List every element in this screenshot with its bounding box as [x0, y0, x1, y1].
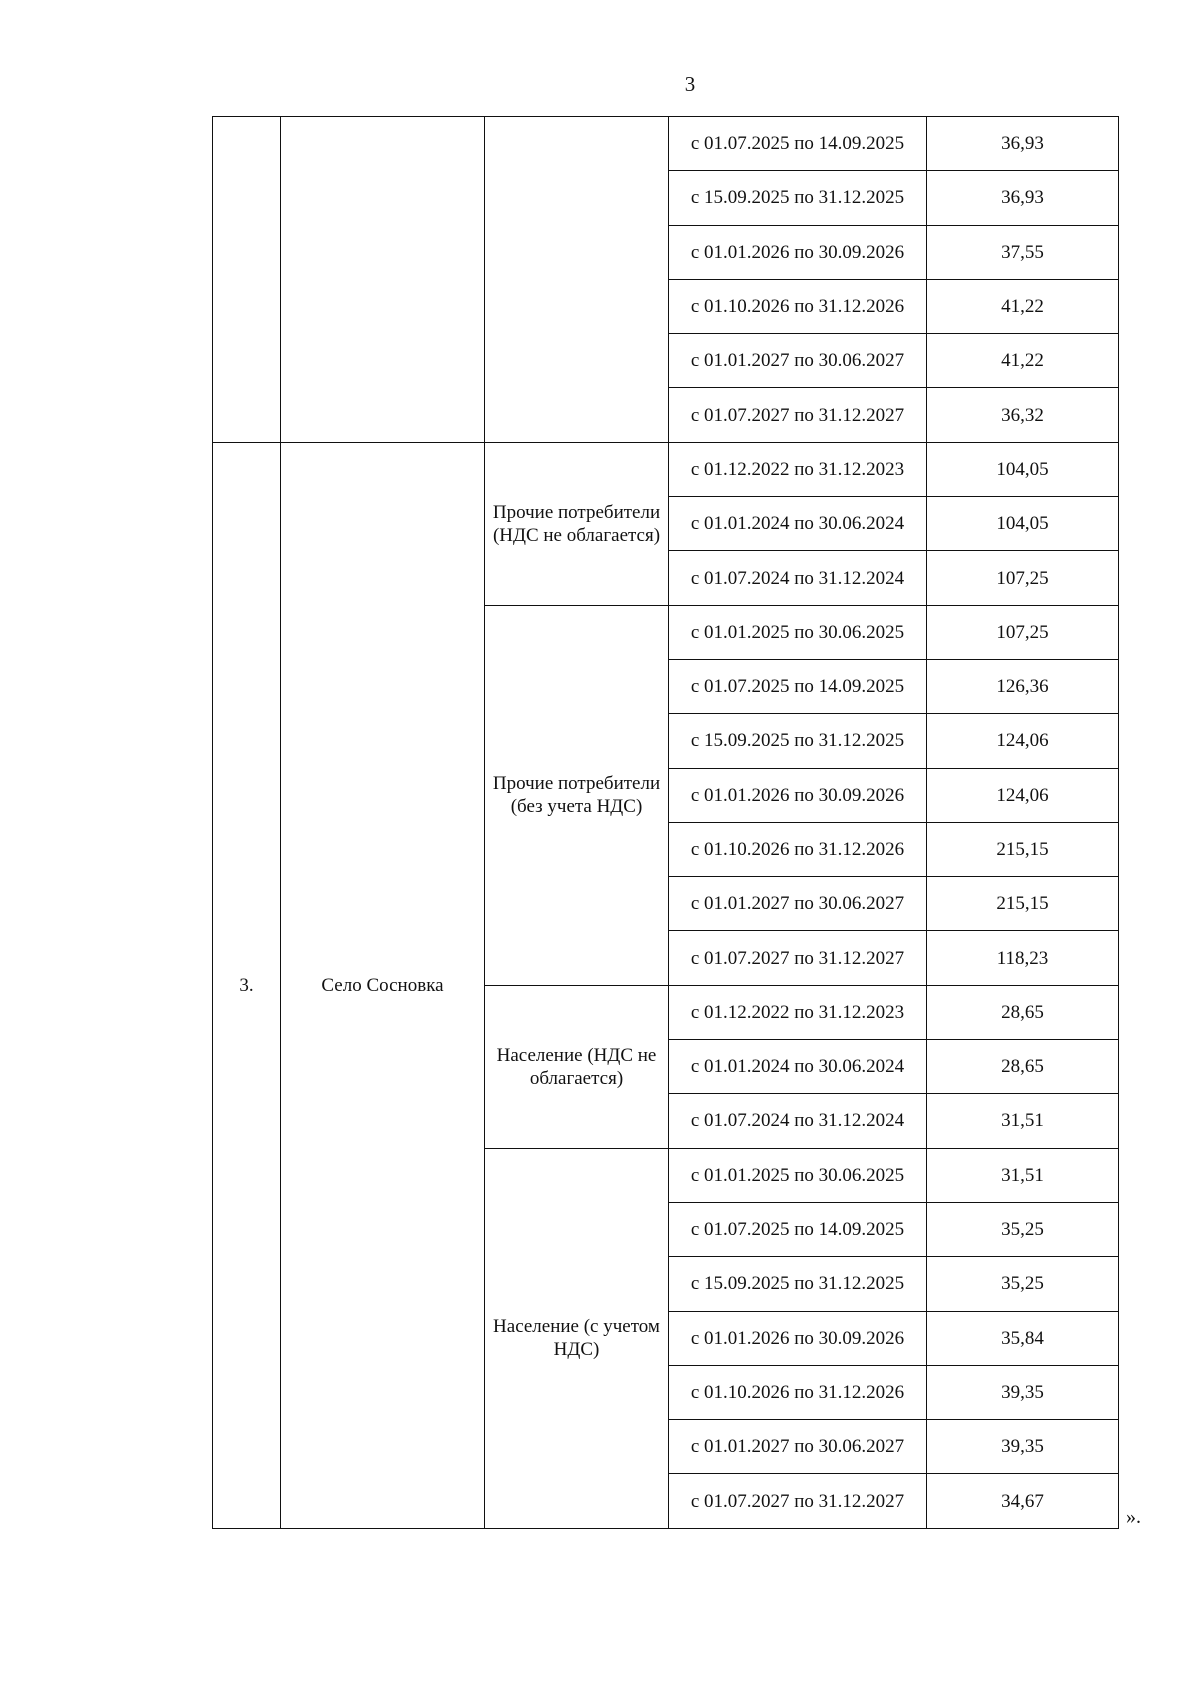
period-cell: с 15.09.2025 по 31.12.2025	[669, 1257, 927, 1311]
tariff-value-cell: 36,93	[927, 171, 1119, 225]
tariff-value-cell: 35,84	[927, 1311, 1119, 1365]
period-cell: с 15.09.2025 по 31.12.2025	[669, 714, 927, 768]
page-number: 3	[684, 72, 696, 96]
tariff-value-cell: 118,23	[927, 931, 1119, 985]
consumer-group-cell: Население (НДС не облагается)	[485, 985, 669, 1148]
tariff-value-cell: 35,25	[927, 1202, 1119, 1256]
period-cell: с 01.01.2026 по 30.09.2026	[669, 768, 927, 822]
period-cell: с 01.07.2024 по 31.12.2024	[669, 551, 927, 605]
tariff-value-cell: 215,15	[927, 877, 1119, 931]
closing-quote-mark: ».	[1126, 1506, 1141, 1528]
consumer-group-cell: Прочие потребители (НДС не облагается)	[485, 442, 669, 605]
period-cell: с 01.01.2025 по 30.06.2025	[669, 605, 927, 659]
period-cell: с 01.07.2025 по 14.09.2025	[669, 117, 927, 171]
tariff-value-cell: 41,22	[927, 279, 1119, 333]
tariff-value-cell: 104,05	[927, 442, 1119, 496]
tariff-value-cell: 37,55	[927, 225, 1119, 279]
tariff-value-cell: 36,32	[927, 388, 1119, 442]
table-row	[213, 442, 1119, 496]
tariff-value-cell: 39,35	[927, 1365, 1119, 1419]
tariff-value-cell: 34,67	[927, 1474, 1119, 1528]
tariff-value-cell: 107,25	[927, 551, 1119, 605]
tariff-value-cell: 124,06	[927, 768, 1119, 822]
period-cell: с 01.01.2027 по 30.06.2027	[669, 334, 927, 388]
period-cell: с 01.01.2024 по 30.06.2024	[669, 1040, 927, 1094]
tariff-value-cell: 126,36	[927, 659, 1119, 713]
settlement-name-cell: Село Сосновка	[281, 442, 485, 1528]
tariff-value-cell: 107,25	[927, 605, 1119, 659]
consumer-group-cell: Прочие потребители (без учета НДС)	[485, 605, 669, 985]
period-cell: с 01.07.2027 по 31.12.2027	[669, 1474, 927, 1528]
period-cell: с 01.07.2025 по 14.09.2025	[669, 659, 927, 713]
period-cell: с 01.12.2022 по 31.12.2023	[669, 442, 927, 496]
period-cell: с 01.12.2022 по 31.12.2023	[669, 985, 927, 1039]
tariff-value-cell: 39,35	[927, 1420, 1119, 1474]
period-cell: с 01.07.2025 по 14.09.2025	[669, 1202, 927, 1256]
table-row	[213, 117, 1119, 171]
period-cell: с 01.01.2025 по 30.06.2025	[669, 1148, 927, 1202]
period-cell: с 01.07.2027 по 31.12.2027	[669, 388, 927, 442]
continuation-consumer-cell	[485, 117, 669, 443]
section-number-cell: 3.	[213, 442, 281, 1528]
tariff-value-cell: 104,05	[927, 497, 1119, 551]
tariff-value-cell: 28,65	[927, 985, 1119, 1039]
tariff-table	[212, 116, 1119, 1529]
tariff-value-cell: 31,51	[927, 1094, 1119, 1148]
tariff-value-cell: 35,25	[927, 1257, 1119, 1311]
tariff-value-cell: 215,15	[927, 822, 1119, 876]
period-cell: с 01.01.2026 по 30.09.2026	[669, 225, 927, 279]
period-cell: с 01.01.2026 по 30.09.2026	[669, 1311, 927, 1365]
period-cell: с 01.10.2026 по 31.12.2026	[669, 279, 927, 333]
tariff-table-body	[213, 117, 1119, 1529]
tariff-value-cell: 28,65	[927, 1040, 1119, 1094]
period-cell: с 01.01.2024 по 30.06.2024	[669, 497, 927, 551]
period-cell: с 01.01.2027 по 30.06.2027	[669, 1420, 927, 1474]
consumer-group-cell: Население (с учетом НДС)	[485, 1148, 669, 1528]
period-cell: с 15.09.2025 по 31.12.2025	[669, 171, 927, 225]
continuation-settlement-cell	[281, 117, 485, 443]
period-cell: с 01.10.2026 по 31.12.2026	[669, 822, 927, 876]
continuation-number-cell	[213, 117, 281, 443]
tariff-value-cell: 124,06	[927, 714, 1119, 768]
tariff-value-cell: 36,93	[927, 117, 1119, 171]
tariff-value-cell: 31,51	[927, 1148, 1119, 1202]
period-cell: с 01.01.2027 по 30.06.2027	[669, 877, 927, 931]
period-cell: с 01.10.2026 по 31.12.2026	[669, 1365, 927, 1419]
period-cell: с 01.07.2027 по 31.12.2027	[669, 931, 927, 985]
period-cell: с 01.07.2024 по 31.12.2024	[669, 1094, 927, 1148]
tariff-value-cell: 41,22	[927, 334, 1119, 388]
